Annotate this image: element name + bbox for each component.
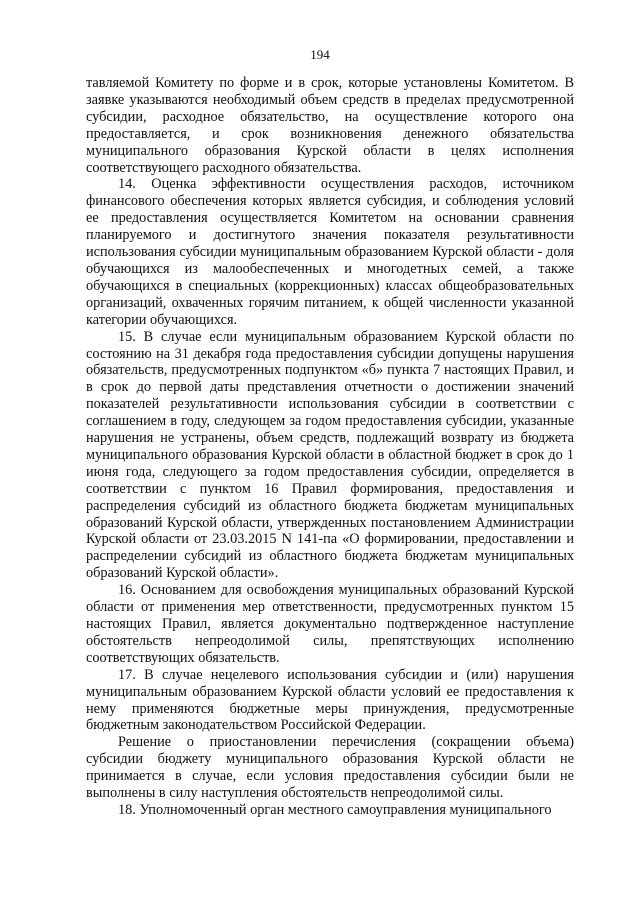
paragraph-16: 16. Основанием для освобождения муниципальных образований Курской области от применения мер ответственности, предусмотренных пунктом 15 настоящих Правил, является документально подтвержденное наступление обстоятельств непреодолимой силы, препятствующих исполнению соответствующих обязательств.	[86, 582, 574, 666]
document-body	[86, 75, 574, 819]
paragraph-15: 15. В случае если муниципальным образованием Курской области по состоянию на 31 декабря года предоставления субсидии допущены нарушения обязательств, предусмотренных подпунктом «б» пункта 7 настоящих Правил, и в срок до первой даты представления отчетности о достижении значений показателей результативности использования субсидии в соответствии с соглашением в году, следующем за годом предоставления субсидии, указанные нарушения не устранены, объем средств, подлежащий возврату из бюджета муниципального образования Курской области в областной бюджет в срок до 1 июня года, следующего за годом предоставления субсидии, определяется в соответствии с пунктом 16 Правил формирования, предоставления и распределения субсидий из областного бюджета бюджетам муниципальных образований Курской области, утвержденных постановлением Администрации Курской области от 23.03.2015 N 141-па «О формировании, предоставлении и распределении субсидий из областного бюджета бюджетам муниципальных образований Курской области».	[86, 328, 574, 582]
paragraph-14: 14. Оценка эффективности осуществления расходов, источником финансового обеспечения которых является субсидия, и соблюдения условий ее предоставления осуществляется Комитетом на основании сравнения планируемого и достигнутого значения показателя результативности использования субсидии муниципальным образованием Курской области - доля обучающихся из малообеспеченных и многодетных семей, а также обучающихся в специальных (коррекционных) классах общеобразовательных организаций, охваченных горячим питанием, к общей численности указанной категории обучающихся.	[86, 176, 574, 328]
paragraph-17: 17. В случае нецелевого использования субсидии и (или) нарушения муниципальным образованием Курской области условий ее предоставления к нему применяются бюджетные меры принуждения, предусмотренные бюджетным законодательством Российской Федерации.	[86, 666, 574, 734]
page-number: 194	[310, 47, 330, 62]
paragraph-17-decision: Решение о приостановлении перечисления (сокращении объема) субсидии бюджету муниципального образования Курской области не принимается в случае, если условия предоставления субсидии были не выполнены в силу наступления обстоятельств непреодолимой силы.	[86, 734, 574, 802]
paragraph-18: 18. Уполномоченный орган местного самоуправления муниципального	[118, 801, 552, 818]
paragraph-continuation: тавляемой Комитету по форме и в срок, которые установлены Комитетом. В заявке указываются необходимый объем средств в пределах предусмотренной субсидии, расходное обязательство, на осуществление которого она предоставляется, и срок возникновения денежного обязательства муниципального образования Курской области в целях исполнения соответствующего расходного обязательства.	[86, 75, 574, 176]
